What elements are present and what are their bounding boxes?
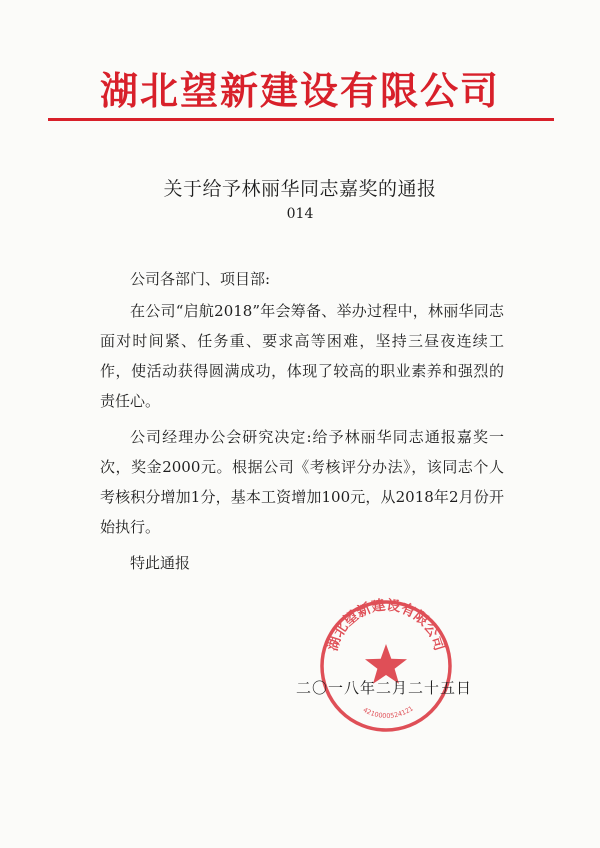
closing-line: 特此通报 bbox=[130, 554, 191, 572]
svg-text:4210000524121 bbox=[362, 704, 415, 720]
issue-date: 二〇一八年二月二十五日 bbox=[296, 679, 473, 697]
letterhead-divider bbox=[48, 118, 554, 121]
notice-number: 014 bbox=[286, 206, 314, 222]
notice-title: 关于给予林丽华同志嘉奖的通报 bbox=[163, 178, 437, 200]
paragraph-commendation-reason: 在公司“启航2018”年会筹备、举办过程中，林丽华同志面对时间紧、任务重、要求高等困难，坚持三昼夜连续工作，使活动获得圆满成功，体现了较高的职业素养和强烈的责任心。 bbox=[100, 302, 504, 410]
notice-body bbox=[100, 264, 504, 578]
seal-company-name: 湖北望新建设有限公司 bbox=[324, 597, 448, 653]
company-letterhead: 湖北望新建设有限公司 bbox=[99, 69, 500, 113]
company-seal-stamp bbox=[316, 596, 456, 736]
salutation: 公司各部门、项目部: bbox=[130, 270, 271, 288]
seal-registration-code: 4210000524121 bbox=[361, 704, 415, 721]
paragraph-decision: 公司经理办公会研究决定:给予林丽华同志通报嘉奖一次，奖金2000元。根据公司《考核评分办法》，该同志个人考核积分增加1分，基本工资增加100元，从2018年2月份开始执行。 bbox=[100, 428, 504, 536]
